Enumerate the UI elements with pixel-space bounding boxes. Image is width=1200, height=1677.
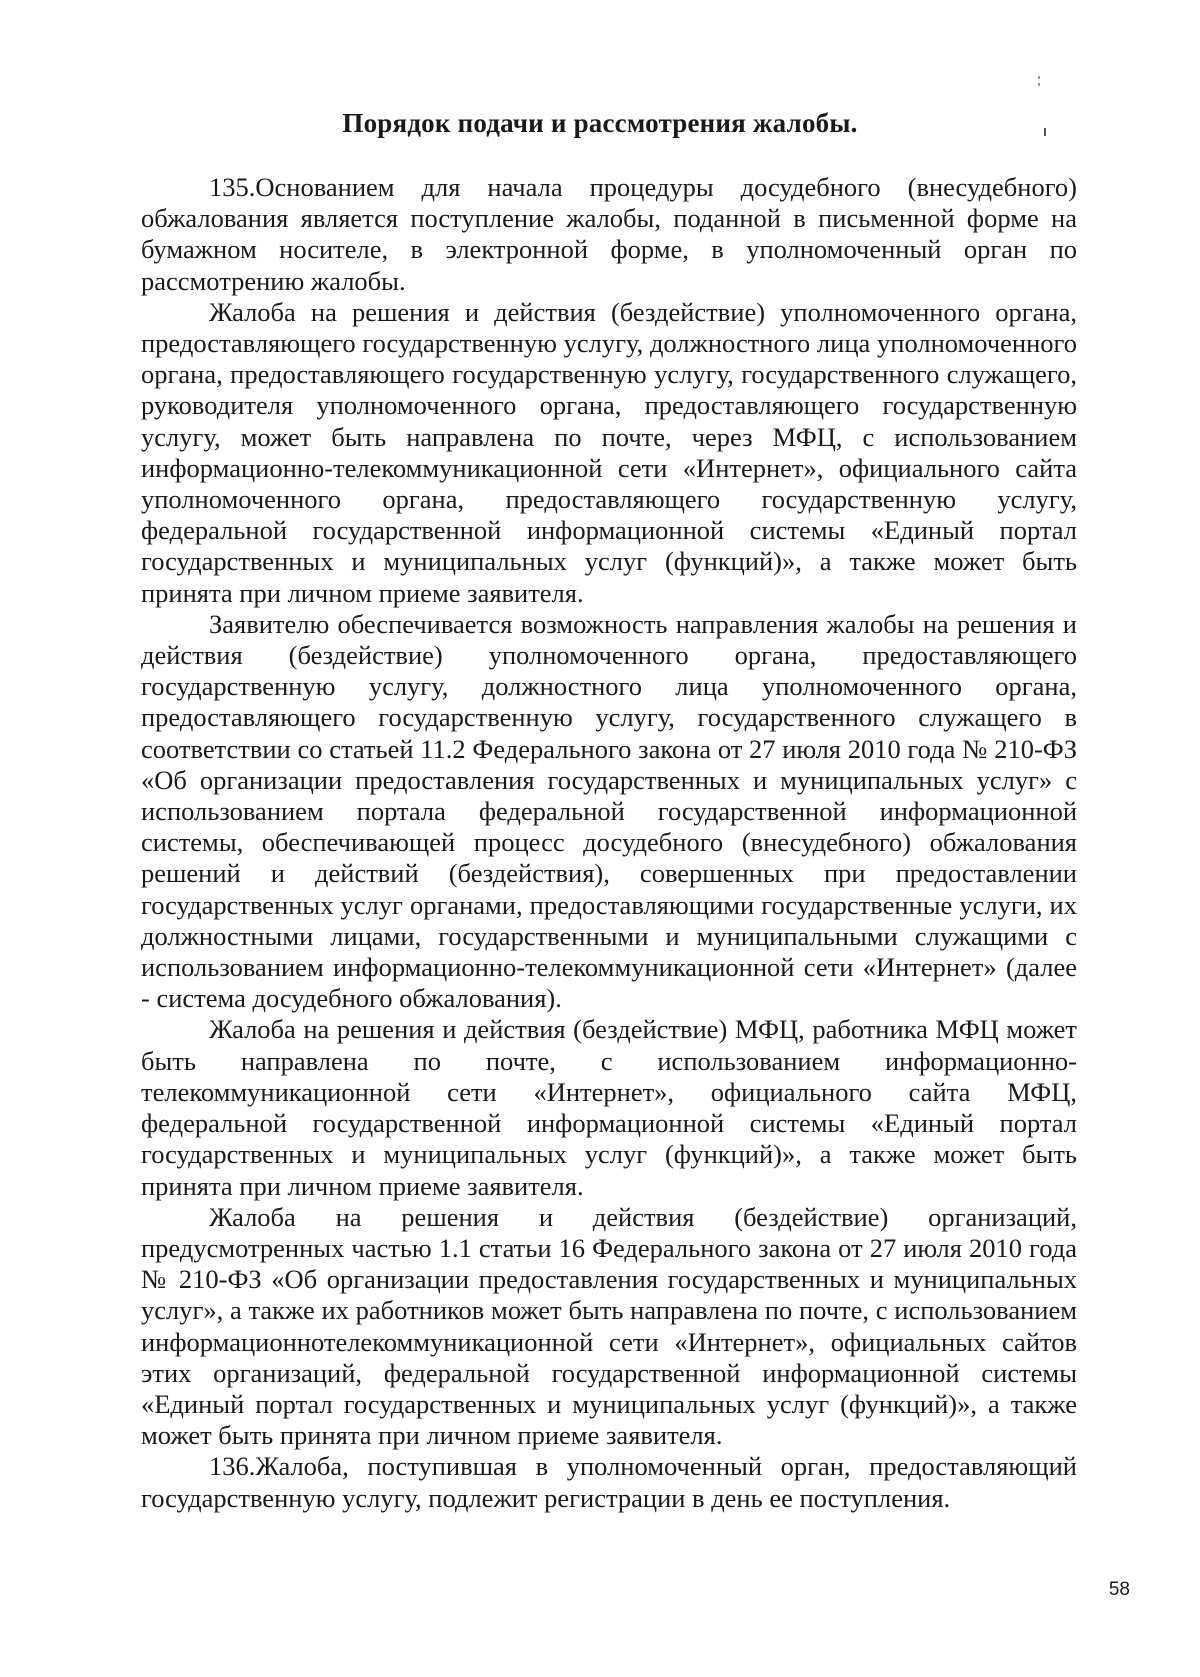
scan-artifact bbox=[1038, 83, 1040, 86]
paragraph-complaint-authority: Жалоба на решения и действия (бездействие) уполномоченного органа, предоставляющего государственную услугу, должностного лица уполномоченного органа, предоставляющего государственную услугу, государственного служащего, руководителя уполномоченного органа, предоставляющего государственную услугу, может быть направлена по почте, через МФЦ, с использованием информационно-телекоммуникационной сети «Интернет», официального сайта уполномоченного органа, предоставляющего государственную услугу, федеральной государственной информационной системы «Единый портал государственных и муниципальных услуг (функций)», а также может быть принята при личном приеме заявителя. bbox=[141, 296, 1077, 608]
paragraph-136: 136.Жалоба, поступившая в уполномоченный орган, предоставляющий государственную услугу, подлежит регистрации в день ее поступления. bbox=[141, 1451, 1077, 1513]
scan-artifact bbox=[1038, 76, 1040, 79]
paragraph-complaint-organizations: Жалоба на решения и действия (бездействие) организаций, предусмотренных частью 1.1 статьи 16 Федерального закона от 27 июля 2010 года № 210-ФЗ «Об организации предоставления государственных и муниципальных услуг», а также их работников может быть направлена по почте, с использованием информационнотелекоммуникационной сети «Интернет», официальных сайтов этих организаций, федеральной государственной информационной системы «Единый портал государственных и муниципальных услуг (функций)», а также может быть принята при личном приеме заявителя. bbox=[141, 1201, 1077, 1451]
paragraph-pretrial-system: Заявителю обеспечивается возможность направления жалобы на решения и действия (бездействие) уполномоченного органа, предоставляющего государственную услугу, должностного лица уполномоченного органа, предоставляющего государственную услугу, государственного служащего в соответствии со статьей 11.2 Федерального закона от 27 июля 2010 года № 210-ФЗ «Об организации предоставления государственных и муниципальных услуг» с использованием портала федеральной государственной информационной системы, обеспечивающей процесс досудебного (внесудебного) обжалования решений и действий (бездействия), совершенных при предоставлении государственных услуг органами, предоставляющими государственные услуги, их должностными лицами, государственными и муниципальными служащими с использованием информационно-телекоммуникационной сети «Интернет» (далее - система досудебного обжалования). bbox=[141, 608, 1077, 1014]
page-title: Порядок подачи и рассмотрения жалобы. bbox=[342, 108, 858, 138]
paragraph-135: 135.Основанием для начала процедуры досудебного (внесудебного) обжалования является поступление жалобы, поданной в письменной форме на бумажном носителе, в электронной форме, в уполномоченный орган по рассмотрению жалобы. bbox=[141, 172, 1077, 296]
document-body bbox=[141, 172, 1077, 1514]
paragraph-complaint-mfc: Жалоба на решения и действия (бездействие) МФЦ, работника МФЦ может быть направлена по почте, с использованием информационно-телекоммуникационной сети «Интернет», официального сайта МФЦ, федеральной государственной информационной системы «Единый портал государственных и муниципальных услуг (функций)», а также может быть принята при личном приеме заявителя. bbox=[141, 1014, 1077, 1201]
page-number: 58 bbox=[1108, 1579, 1130, 1600]
